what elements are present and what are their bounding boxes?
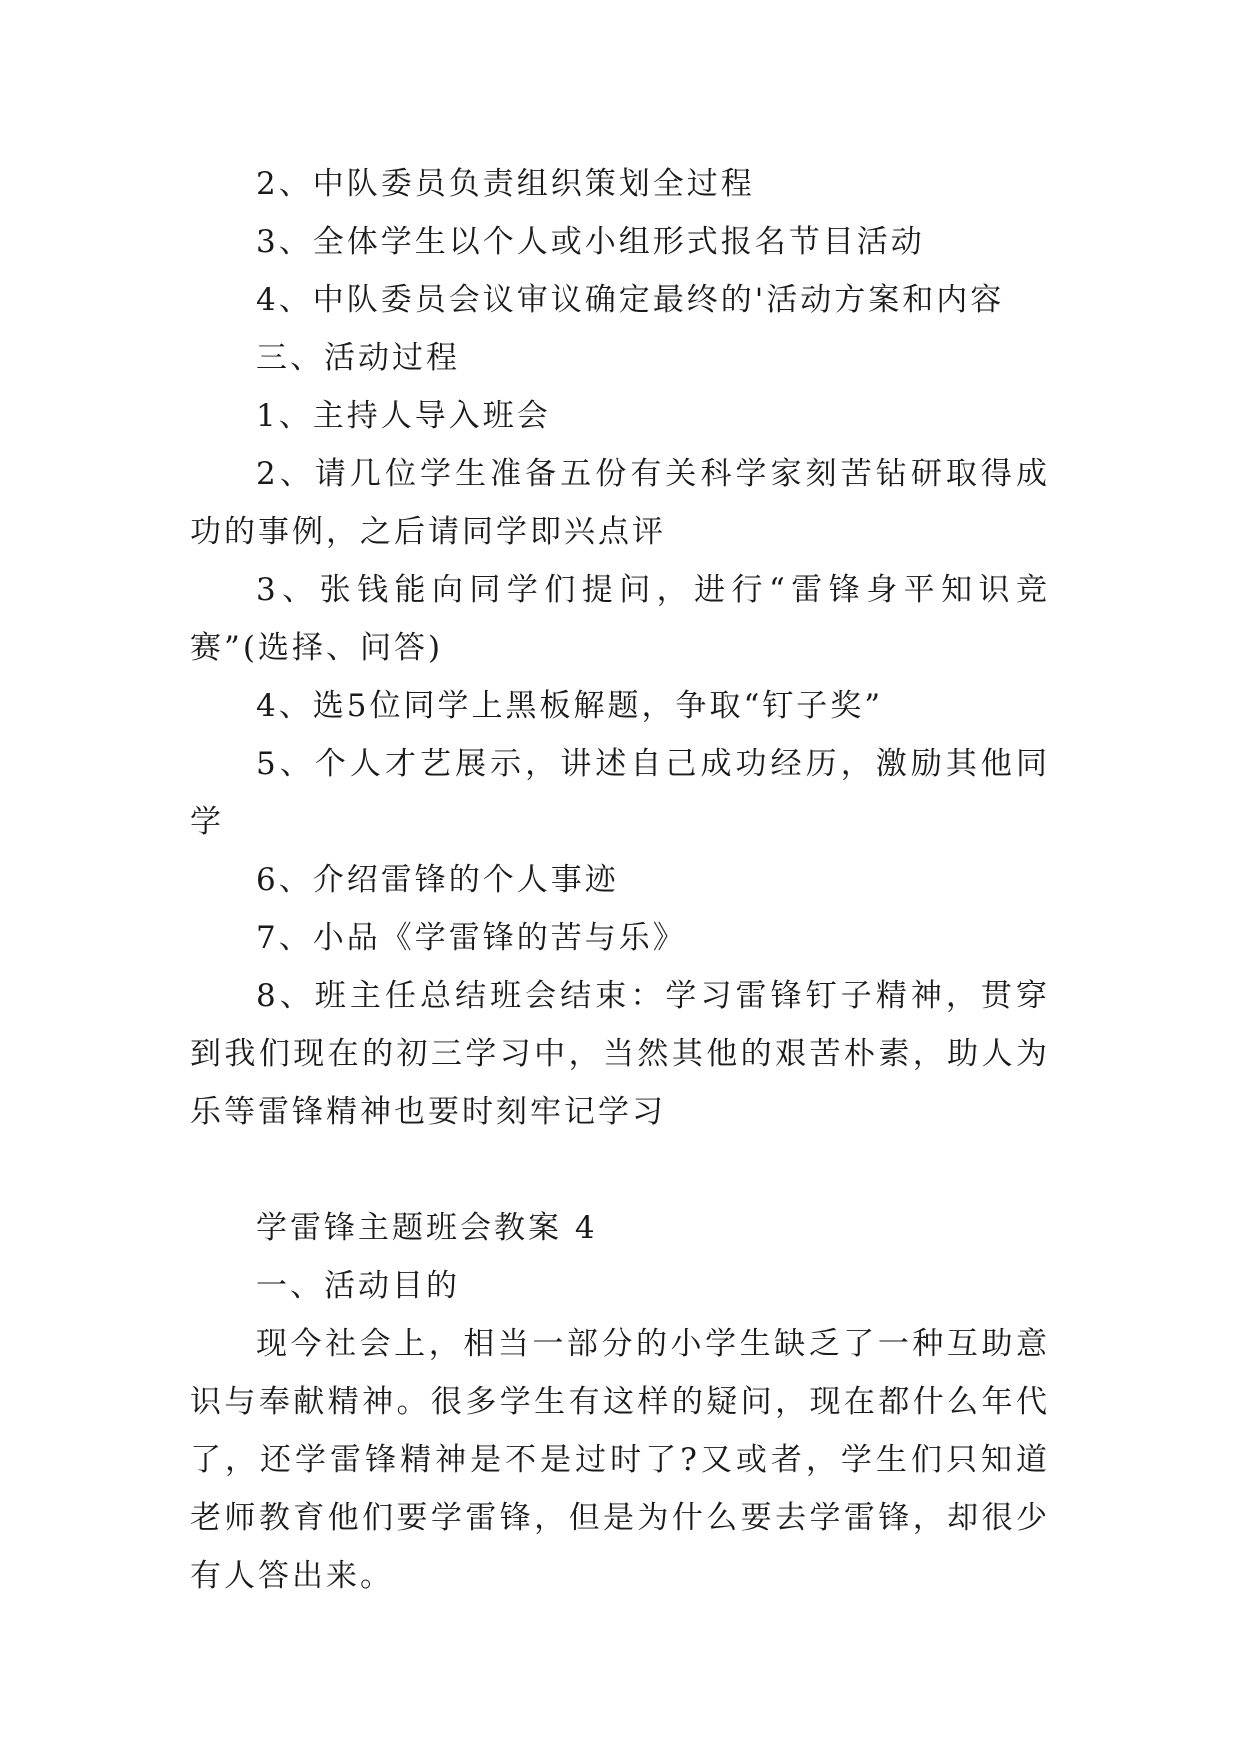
list-item: 2、请几位学生准备五份有关科学家刻苦钻研取得成功的事例，之后请同学即兴点评 <box>190 456 1050 550</box>
list-item: 4、选5位同学上黑板解题，争取“钉子奖” <box>256 688 884 724</box>
list-item: 5、个人才艺展示，讲述自己成功经历，激励其他同学 <box>190 746 1050 840</box>
paragraph: 2、中队委员负责组织策划全过程 <box>256 166 755 202</box>
list-item: 7、小品《学雷锋的苦与乐》 <box>256 920 687 956</box>
list-item: 3、张钱能向同学们提问，进行“雷锋身平知识竞赛”(选择、问答) <box>190 572 1050 666</box>
spacer <box>190 1141 1050 1199</box>
paragraph: 4、中队委员会议审议确定最终的'活动方案和内容 <box>256 282 1005 318</box>
paragraph: 现今社会上，相当一部分的小学生缺乏了一种互助意识与奉献精神。很多学生有这样的疑问，现在都什么年代了，还学雷锋精神是不是过时了?又或者，学生们只知道老师教育他们要学雷锋，但是为什么要去学雷锋，却很少有人答出来。 <box>190 1326 1050 1594</box>
section-heading: 三、活动过程 <box>256 340 460 376</box>
document-body <box>190 155 1050 1605</box>
paragraph: 3、全体学生以个人或小组形式报名节目活动 <box>256 224 925 260</box>
document-title: 学雷锋主题班会教案 4 <box>256 1210 598 1246</box>
list-item: 6、介绍雷锋的个人事迹 <box>256 862 619 898</box>
list-item: 8、班主任总结班会结束：学习雷锋钉子精神，贯穿到我们现在的初三学习中，当然其他的艰苦朴素，助人为乐等雷锋精神也要时刻牢记学习 <box>190 978 1050 1130</box>
list-item: 1、主持人导入班会 <box>256 398 551 434</box>
section-heading: 一、活动目的 <box>256 1268 460 1304</box>
